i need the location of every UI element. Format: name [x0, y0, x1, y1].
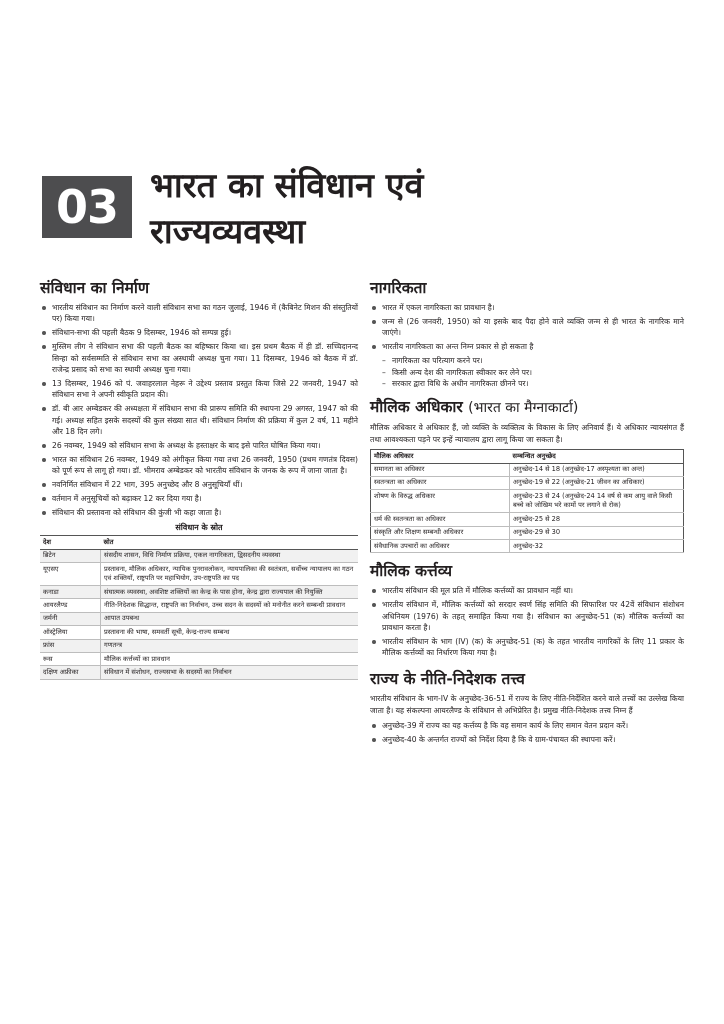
duties-heading: मौलिक कर्त्तव्य [370, 562, 453, 581]
table-cell-article: अनुच्छेद-14 से 18 (अनुच्छेद-17 अस्पृश्यता का अन्त) [510, 463, 684, 476]
table-cell-source: प्रस्तावना, मौलिक अधिकार, न्यायिक पुनरावलोकन, न्यायपालिका की स्वतंत्रता, सर्वोच्च न्यायालय का गठन एवं शक्तियाँ, राष्ट्रपति पर महाभियोग, उप-राष्ट्रपति का पद [101, 563, 359, 586]
directive-intro: भारतीय संविधान के भाग-IV के अनुच्छेद-36-51 में राज्य के लिए नीति-निर्देशित करने वाले तत्त्वों का उल्लेख किया जाता है। यह संकल्पना आयरलैण्ड के संविधान से अभिप्रेरित है। प्रमुख नीति-निदेशक तत्त्व निम्न हैं [370, 694, 684, 715]
making-heading: संविधान का निर्माण [40, 279, 150, 297]
table-row [371, 526, 684, 539]
sources-table-title: संविधान के स्रोत [175, 523, 223, 533]
table-cell-article: अनुच्छेद-23 से 24 (अनुच्छेद-24 14 वर्ष से कम आयु वाले किसी बच्चे को जोखिम भरे कामों पर लगाने से रोक) [510, 490, 684, 513]
list-item: भारत में एकल नागरिकता का प्रावधान है। [370, 302, 684, 313]
table-header-right: मौलिक अधिकार [371, 450, 510, 463]
table-row [371, 463, 684, 476]
table-cell-country: ब्रिटेन [40, 549, 101, 562]
table-cell-country: जर्मनी [40, 612, 101, 625]
making-list [40, 302, 358, 518]
table-row [40, 586, 358, 599]
list-item: संविधान-सभा की पहली बैठक 9 दिसम्बर, 1946 को सम्पन्न हुई। [40, 327, 358, 338]
list-item: वर्तमान में अनुसूचियों को बढ़ाकर 12 कर दिया गया है। [40, 493, 358, 504]
citizenship-list [370, 302, 684, 353]
table-row [40, 639, 358, 652]
chapter-title-line1: भारत का संविधान एवं [150, 166, 424, 206]
rights-heading [370, 397, 684, 418]
list-item: जन्म से (26 जनवरी, 1950) को या इसके बाद पैदा होने वाले व्यक्ति जन्म से ही भारत के नागरिक माने जाएंगे। [370, 316, 684, 339]
table-cell-country: आयरलैण्ड [40, 599, 101, 612]
table-row [371, 540, 684, 553]
table-cell-source: संसदीय शासन, विधि निर्माण प्रक्रिया, एकल नागरिकता, द्विसदनीय व्यवस्था [101, 549, 359, 562]
table-cell-source: संघात्मक व्यवस्था, अवशिष्ट शक्तियों का केन्द्र के पास होना, केन्द्र द्वारा राज्यपाल की नियुक्ति [101, 586, 359, 599]
list-item: – नागरिकता का परित्याग करने पर। [382, 355, 684, 366]
list-item: नवनिर्मित संविधान में 22 भाग, 395 अनुच्छेद और 8 अनुसूचियाँ थीं। [40, 479, 358, 490]
table-cell-source: संविधान में संशोधन, राज्यसभा के सदस्यों का निर्वाचन [101, 666, 359, 679]
list-item: भारतीय नागरिकता का अन्त निम्न प्रकार से हो सकता है [370, 341, 684, 352]
table-header-source: स्रोत [101, 536, 359, 549]
table-row [40, 666, 358, 679]
table-row [40, 653, 358, 666]
table-cell-country: रूस [40, 653, 101, 666]
list-item: 13 दिसम्बर, 1946 को पं. जवाहरलाल नेहरू ने उद्देश्य प्रस्ताव प्रस्तुत किया जिसे 22 जनवरी, 1947 को संविधान सभा ने अपनी स्वीकृति प्रदान की। [40, 378, 358, 401]
sources-table [40, 535, 358, 679]
list-item: भारतीय संविधान में, मौलिक कर्त्तव्यों को सरदार स्वर्ण सिंह समिति की सिफारिश पर 42वें संविधान संशोधन अधिनियम (1976) के तहत् समाहित किया गया है। संविधान का अनुच्छेद-51 (क) मौलिक कर्त्तव्यों का प्रावधान करता है। [370, 599, 684, 633]
citizenship-heading: नागरिकता [370, 279, 427, 297]
citizenship-sublist [370, 355, 684, 389]
table-cell-source: आपात उपबन्ध [101, 612, 359, 625]
table-row [371, 476, 684, 489]
table-cell-right: स्वतन्त्रता का अधिकार [371, 476, 510, 489]
table-row [40, 599, 358, 612]
chapter-title [150, 163, 710, 255]
table-cell-source: गणतन्त्र [101, 639, 359, 652]
list-item: संविधान की प्रस्तावना को संविधान की कुंजी भी कहा जाता है। [40, 507, 358, 518]
left-column [40, 278, 358, 680]
rights-table [370, 449, 684, 553]
table-row [40, 549, 358, 562]
table-row [371, 490, 684, 513]
table-cell-country: यूएसए [40, 563, 101, 586]
list-item: भारतीय संविधान की मूल प्रति में मौलिक कर्त्तव्यों का प्रावधान नहीं था। [370, 585, 684, 596]
table-row [40, 612, 358, 625]
table-row [40, 626, 358, 639]
directive-heading: राज्य के नीति-निदेशक तत्त्व [370, 670, 525, 689]
table-cell-source: मौलिक कर्त्तव्यों का प्रावधान [101, 653, 359, 666]
list-item: 26 नवम्बर, 1949 को संविधान सभा के अध्यक्ष के हस्ताक्षर के बाद इसे पारित घोषित किया गया। [40, 440, 358, 451]
table-cell-article: अनुच्छेद-19 से 22 (अनुच्छेद-21 जीवन का अधिकार) [510, 476, 684, 489]
table-cell-article: अनुच्छेद-25 से 28 [510, 513, 684, 526]
table-cell-country: कनाडा [40, 586, 101, 599]
table-cell-source: नीति-निदेशक सिद्धान्त, राष्ट्रपति का निर्वाचन, उच्च सदन के सदस्यों को मनोनीत करने सम्बन्धी प्रावधान [101, 599, 359, 612]
table-cell-right: समानता का अधिकार [371, 463, 510, 476]
table-cell-article: अनुच्छेद-32 [510, 540, 684, 553]
list-item: अनुच्छेद-39 में राज्य का यह कर्त्तव्य है कि वह समान कार्य के लिए समान वेतन प्रदान करें। [370, 720, 684, 731]
table-cell-country: फ्रांस [40, 639, 101, 652]
list-item: मुस्लिम लीग ने संविधान सभा की पहली बैठक का बहिष्कार किया था। इस प्रथम बैठक में ही डॉ. सच्चिदानन्द सिन्हा को सर्वसम्मति से संविधान सभा का अस्थायी अध्यक्ष चुना गया। 11 दिसम्बर, 1946 को बैठक में डॉ. राजेन्द्र प्रसाद को सभा का स्थायी अध्यक्ष चुना गया। [40, 341, 358, 375]
chapter-title-line2: राज्यव्यवस्था [150, 212, 306, 252]
table-header-article: सम्बन्धित अनुच्छेद [510, 450, 684, 463]
list-item: अनुच्छेद-40 के अन्तर्गत राज्यों को निर्देश दिया है कि वे ग्राम-पंचायत की स्थापना करें। [370, 734, 684, 745]
table-cell-right: संस्कृति और शिक्षण सम्बन्धी अधिकार [371, 526, 510, 539]
rights-heading-sub: (भारत का मैग्नाकार्टा) [468, 400, 579, 417]
list-item: भारतीय संविधान के भाग (IV) (क) के अनुच्छेद-51 (क) के तहत भारतीय नागरिकों के लिए 11 प्रकार के मौलिक कर्त्तव्यों का निर्धारण किया गया है। [370, 636, 684, 659]
list-item: – सरकार द्वारा विधि के अधीन नागरिकता छीनने पर। [382, 378, 684, 389]
list-item: डॉ. बी आर अम्बेडकर की अध्यक्षता में संविधान सभा की प्रारूप समिति की स्थापना 29 अगस्त, 1947 को की गई। अध्यक्ष सहित इसके सदस्यों की कुल संख्या सात थी। संविधान निर्माण की प्रक्रिया में कुल 2 वर्ष, 11 महीने और 18 दिन लगे। [40, 403, 358, 437]
directive-list [370, 720, 684, 745]
table-row [40, 563, 358, 586]
chapter-number: 03 [42, 176, 132, 238]
table-cell-article: अनुच्छेद-29 से 30 [510, 526, 684, 539]
rights-heading-main: मौलिक अधिकार [370, 398, 463, 417]
table-cell-right: धर्म की स्वतन्त्रता का अधिकार [371, 513, 510, 526]
table-header-country: देश [40, 536, 101, 549]
list-item: – किसी अन्य देश की नागरिकता स्वीकार कर लेने पर। [382, 367, 684, 378]
duties-list [370, 585, 684, 658]
table-cell-country: दक्षिण अफ्रीका [40, 666, 101, 679]
table-cell-right: संवैधानिक उपचारों का अधिकार [371, 540, 510, 553]
table-row [371, 513, 684, 526]
list-item: भारत का संविधान 26 नवम्बर, 1949 को अंगीकृत किया गया तथा 26 जनवरी, 1950 (प्रथम गणतंत्र दिवस) को पूर्ण रूप से लागू हो गया। डॉ. भीमराव अम्बेडकर को भारतीय संविधान के जनक के रूप में जाना जाता है। [40, 454, 358, 477]
right-column [370, 278, 684, 748]
table-cell-country: ऑस्ट्रेलिया [40, 626, 101, 639]
table-cell-right: शोषण के विरुद्ध अधिकार [371, 490, 510, 513]
list-item: भारतीय संविधान का निर्माण करने वाली संविधान सभा का गठन जुलाई, 1946 में (कैबिनेट मिशन की संस्तुतियों पर) किया गया। [40, 302, 358, 325]
table-cell-source: प्रस्तावना की भाषा, समवर्ती सूची, केन्द्र-राज्य सम्बन्ध [101, 626, 359, 639]
rights-intro: मौलिक अधिकार वे अधिकार हैं, जो व्यक्ति के व्यक्तित्व के विकास के लिए अनिवार्य हैं। ये अधिकार न्यायसंगत हैं तथा आवश्यकता पड़ने पर इन्हें न्यायालय द्वारा लागू किया जा सकता है। [370, 423, 684, 444]
